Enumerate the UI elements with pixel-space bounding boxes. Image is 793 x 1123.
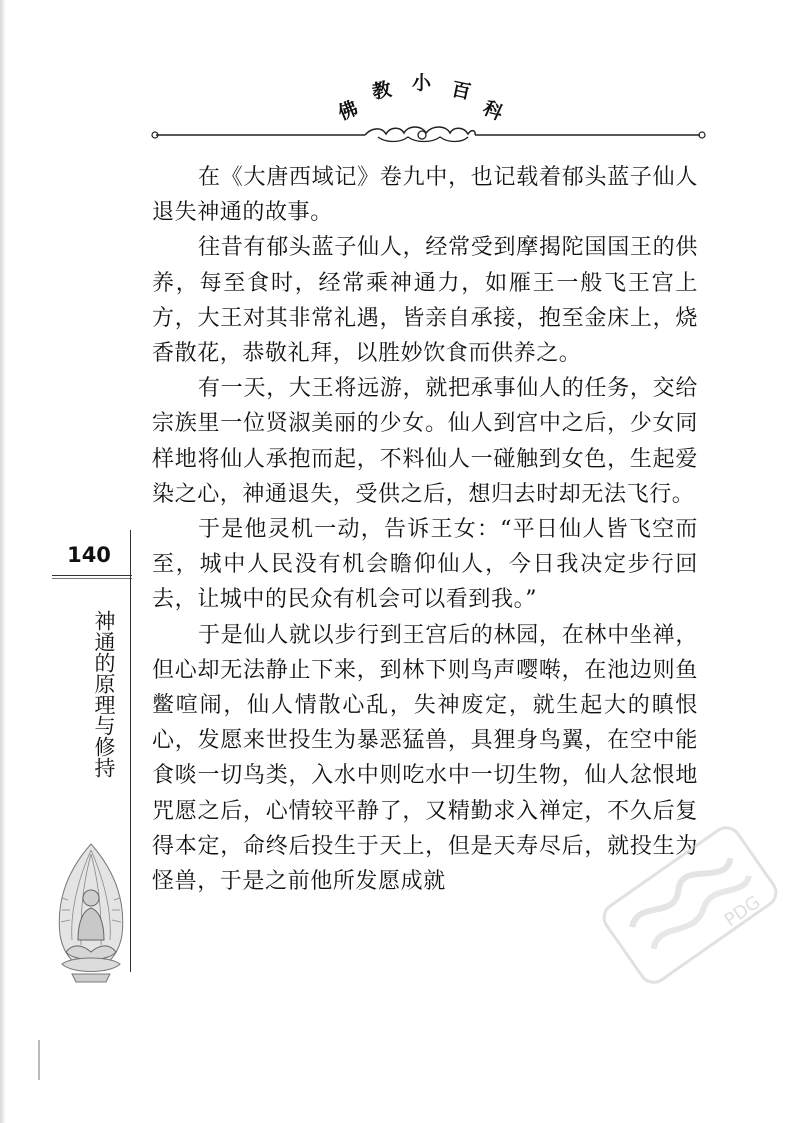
page-header [150, 58, 710, 148]
series-title-char: 教 [370, 78, 394, 104]
header-ornament-rule [150, 125, 710, 145]
margin-divider [52, 575, 132, 576]
paragraph: 于是仙人就以步行到王宫后的林园，在林中坐禅，但心却无法静止下来，到林下则鸟声嘤啭，在池边则鱼鳖喧闹，仙人情散心乱，失神废定，就生起大的瞋恨心，发愿来世投生为暴恶猛兽，具狸身鸟翼，在空中能食啖一切鸟类，入水中则吃水中一切生物，仙人忿恨地咒愿之后，心情较平静了，又精勤求入禅定，不久后复得本定，命终后投生于天上，但是天寿尽后，就投生为怪兽，于是之前他所发愿成就 [152, 622, 698, 895]
paragraph: 于是他灵机一动，告诉王女：“平日仙人皆飞空而至，城中人民没有机会瞻仰仙人，今日我决定步行回去，让城中的民众有机会可以看到我。” [152, 517, 698, 613]
series-title-char: 科 [479, 96, 507, 125]
buddha-lotus-emblem [48, 840, 134, 990]
paragraph: 在《大唐西域记》卷九中，也记载着郁头蓝子仙人退失神通的故事。 [152, 165, 698, 226]
series-title-char: 佛 [335, 97, 362, 125]
page-number: 140 [67, 543, 111, 567]
chapter-title: 神通的原理与修持 [92, 610, 116, 778]
series-title-char: 小 [412, 72, 432, 94]
series-title-char: 百 [449, 78, 473, 104]
body-text [152, 160, 698, 899]
paragraph: 有一天，大王将远游，就把承事仙人的任务，交给宗族里一位贤淑美丽的少女。仙人到宫中之后，少女同样地将仙人承抱而起，不料仙人一碰触到女色，生起爱染之心，神通退失，受供之后，想归去时却无法飞行。 [152, 376, 698, 507]
scan-binding-shadow [0, 0, 6, 1123]
margin-divider-shadow [52, 578, 132, 579]
scan-artifact-mark [38, 1040, 40, 1080]
pdg-watermark [590, 820, 790, 990]
series-title [150, 58, 710, 128]
watermark-text: PDG [720, 891, 765, 932]
paragraph: 往昔有郁头蓝子仙人，经常受到摩揭陀国国王的供养，每至食时，经常乘神通力，如雁王一般飞王宫上方，大王对其非常礼遇，皆亲自承接，抱至金床上，烧香散花，恭敬礼拜，以胜妙饮食而供养之。 [152, 235, 698, 367]
